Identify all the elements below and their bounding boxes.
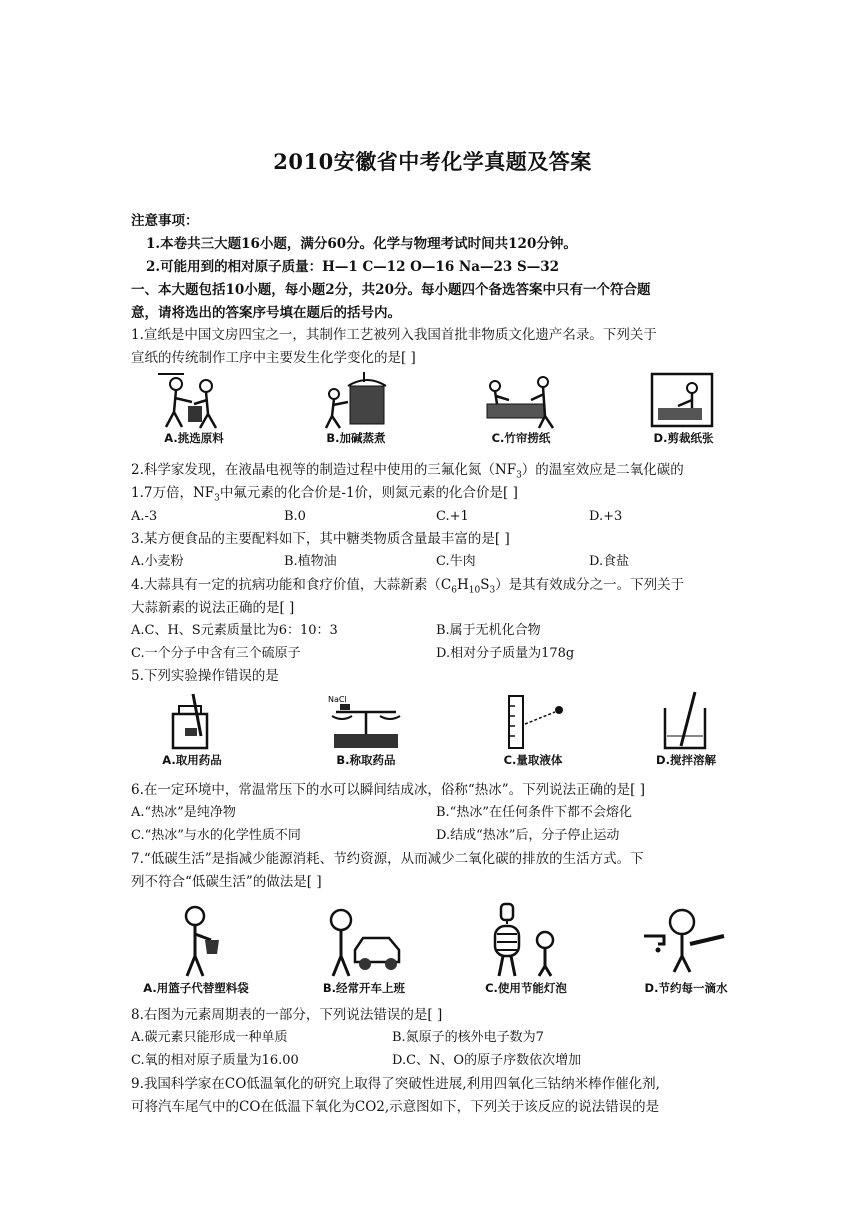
balance-scale-illustration <box>326 690 406 752</box>
q5-figure-a <box>137 690 247 768</box>
q1-figure-b <box>301 372 411 446</box>
q2-option-a: A.-3 <box>131 509 158 524</box>
q5-figures <box>131 690 741 778</box>
q3-option-c: C.牛肉 <box>436 554 476 569</box>
q5-caption-a: A.取用药品 <box>162 753 222 767</box>
q8-line1: 8.右图为元素周期表的一部分，下列说法错误的是[ ] <box>131 1007 443 1023</box>
q4-line1-text-a: 4.大蒜具有一定的抗病功能和食疗价值，大蒜新素（C <box>131 577 452 593</box>
q4-sub-c: 6 <box>451 585 457 596</box>
q9-line2: 可将汽车尾气中的CO在低温下氧化为CO2,示意图如下，下列关于该反应的说法错误的是 <box>131 1099 660 1115</box>
q4-line2: 大蒜新素的说法正确的是[ ] <box>131 600 295 616</box>
q6-line1: 6.在一定环境中，常温常压下的水可以瞬间结成冰，俗称“热冰”。下列说法正确的是[ ] <box>131 782 646 798</box>
driving-car-illustration <box>319 900 409 980</box>
q2-line1-text-a: 2.科学家发现，在液晶电视等的制造过程中使用的三氟化氮（NF <box>131 462 517 478</box>
q4-sub-h: 10 <box>468 585 481 596</box>
q6-option-c: C.“热冰”与水的化学性质不同 <box>131 828 301 843</box>
q4-option-c: C.一个分子中含有三个硫原子 <box>131 646 301 661</box>
q9-line1: 9.我国科学家在CO低温氧化的研究上取得了突破性进展,利用四氧化三钴纳米棒作催化剂, <box>131 1076 660 1092</box>
q1-caption-d: D.剪裁纸张 <box>653 431 714 445</box>
paper-scooping-illustration <box>479 372 563 430</box>
q5-caption-c: C.量取液体 <box>503 753 563 767</box>
sorting-illustration <box>154 372 234 430</box>
q3-option-b: B.植物油 <box>284 554 337 569</box>
q3-line1: 3.某方便食品的主要配料如下，其中糖类物质含量最丰富的是[ ] <box>131 531 510 547</box>
page-title: 2010安徽省中考化学真题及答案 <box>273 149 592 174</box>
steaming-illustration <box>316 372 396 430</box>
notice-item-2: 2.可能用到的相对原子质量：H—1 C—12 O—16 Na—23 S—32 <box>146 259 560 275</box>
section1-line2: 意，请将选出的答案序号填在题后的括号内。 <box>131 305 401 321</box>
basket-person-illustration <box>161 900 231 980</box>
q2-line2 <box>131 484 741 508</box>
q6-option-a: A.“热冰”是纯净物 <box>131 805 236 820</box>
q6-option-b: B.“热冰”在任何条件下都不会熔化 <box>436 805 632 820</box>
q5-figure-d <box>631 690 741 768</box>
beaker-stirring-illustration <box>651 690 721 752</box>
q1-caption-a: A.挑选原料 <box>164 431 224 445</box>
q4-sub-s: 3 <box>489 585 496 596</box>
q7-figure-d <box>621 900 751 996</box>
q1-figure-c <box>461 372 581 446</box>
q7-figure-a <box>131 900 261 996</box>
q2-sub-2: 3 <box>214 493 220 504</box>
q8-option-a: A.碳元素只能形成一种单质 <box>131 1030 288 1045</box>
q2-option-d: D.+3 <box>589 509 623 524</box>
q4-s: S <box>480 577 490 593</box>
q2-line1-text-b: ）的温室效应是二氧化碳的 <box>521 462 684 478</box>
q2-line2-text-b: 中氟元素的化合价是-1价，则氮元素的化合价是[ ] <box>219 485 518 501</box>
q8-option-c: C.氧的相对原子质量为16.00 <box>131 1053 299 1068</box>
water-saving-illustration <box>638 900 734 980</box>
section1-line1: 一、本大题包括10小题，每小题2分，共20分。每小题四个备选答案中只有一个符合题 <box>131 282 651 298</box>
q7-figure-c <box>461 900 591 996</box>
q7-figures <box>131 900 741 1004</box>
q5-figure-c <box>473 690 593 768</box>
notice-heading: 注意事项： <box>131 213 199 229</box>
q5-caption-b: B.称取药品 <box>336 753 396 767</box>
q1-figure-a <box>139 372 249 446</box>
q5-caption-d: D.搅拌溶解 <box>656 753 716 767</box>
q2-line2-text-a: 1.7万倍，NF <box>131 485 215 501</box>
q7-caption-d: D.节约每一滴水 <box>644 981 728 995</box>
q2-option-c: C.+1 <box>436 509 469 524</box>
q1-caption-c: C.竹帘捞纸 <box>491 431 551 445</box>
q4-option-b: B.属于无机化合物 <box>436 623 541 638</box>
q7-caption-b: B.经常开车上班 <box>322 981 406 995</box>
measuring-cylinder-illustration <box>495 690 571 752</box>
nacl-label: NaCl <box>328 695 347 704</box>
q4-line1-text-b: ）是其有效成分之一。下列关于 <box>495 577 685 593</box>
q2-option-b: B.0 <box>284 509 306 524</box>
q7-figure-b <box>299 900 429 996</box>
q4-line1 <box>131 576 741 600</box>
q8-option-b: B.氮原子的核外电子数为7 <box>392 1030 544 1045</box>
q4-option-a: A.C、H、S元素质量比为6：10：3 <box>131 623 338 638</box>
q5-figure-b <box>311 690 421 768</box>
q8-option-d: D.C、N、O的原子序数依次增加 <box>392 1053 582 1068</box>
q3-option-d: D.食盐 <box>589 554 630 569</box>
q6-option-d: D.结成“热冰”后，分子停止运动 <box>436 828 620 843</box>
notice-item-1: 1.本卷共三大题16小题，满分60分。化学与物理考试时间共120分钟。 <box>146 236 577 252</box>
q4-h: H <box>456 577 469 593</box>
q1-caption-b: B.加碱蒸煮 <box>326 431 386 445</box>
q7-line1: 7.“低碳生活”是指减少能源消耗、节约资源，从而减少二氧化碳的排放的生活方式。下 <box>131 851 644 867</box>
q1-figures <box>131 372 741 454</box>
q7-caption-c: C.使用节能灯泡 <box>485 981 567 995</box>
reagent-bottle-illustration <box>157 690 227 752</box>
q3-option-a: A.小麦粉 <box>131 554 184 569</box>
paper-cutting-illustration <box>648 372 720 430</box>
q2-line1 <box>131 461 741 485</box>
q2-sub-1: 3 <box>516 470 522 481</box>
q1-line1: 1.宣纸是中国文房四宝之一，其制作工艺被列入我国首批非物质文化遗产名录。下列关于 <box>131 327 657 343</box>
q7-line2: 列不符合“低碳生活”的做法是[ ] <box>131 874 322 890</box>
energy-saving-bulb-illustration <box>481 900 571 980</box>
q5-line1: 5.下列实验操作错误的是 <box>131 668 279 684</box>
q4-option-d: D.相对分子质量为178g <box>436 646 575 661</box>
q1-figure-d <box>626 372 741 446</box>
q1-line2: 宣纸的传统制作工序中主要发生化学变化的是[ ] <box>131 350 416 366</box>
q7-caption-a: A.用篮子代替塑料袋 <box>143 981 249 995</box>
